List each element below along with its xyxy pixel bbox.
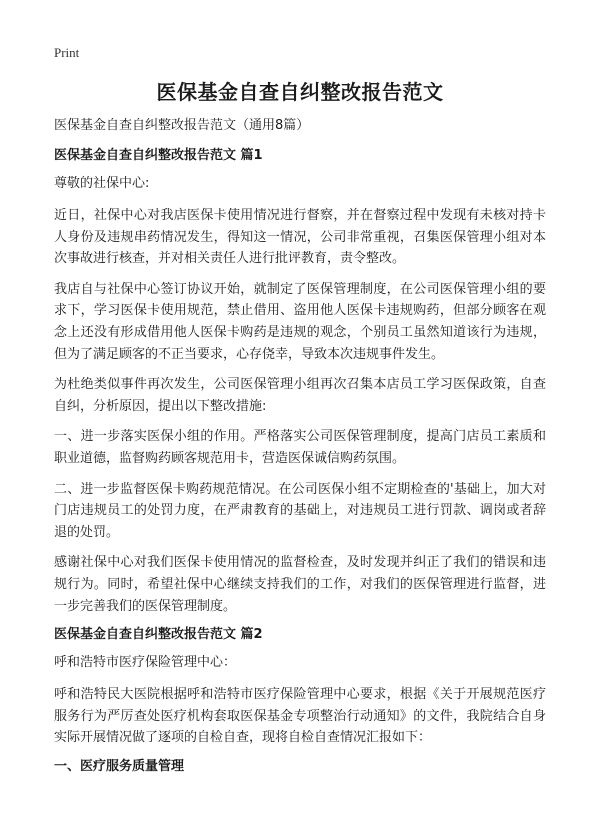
document-subtitle: 医保基金自查自纠整改报告范文（通用8篇） [54, 118, 310, 133]
paragraph: 感谢社保中心对我们医保卡使用情况的监督检查，及时发现并纠正了我们的错误和违规行为。同时，希望社保中心继续支持我们的工作，对我们的医保管理进行监督，进一步完善我们的医保管理制度。 [54, 555, 546, 614]
paragraph: 二、进一步监督医保卡购药规范情况。在公司医保小组不定期检查的'基础上，加大对门店违规员工的处罚力度，在严肃教育的基础上，对违规员工进行罚款、调岗或者辞退的处罚。 [54, 481, 546, 540]
section-2 [54, 626, 546, 776]
section-heading: 医保基金自查自纠整改报告范文 篇1 [54, 148, 263, 163]
section-1 [54, 147, 546, 617]
salutation: 呼和浩特市医疗保险管理中心： [54, 655, 237, 671]
print-label: Print [54, 45, 80, 60]
paragraph: 呼和浩特民大医院根据呼和浩特市医疗保险管理中心要求，根据《关于开展规范医疗服务行为严厉查处医疗机构套取医保基金专项整治行动通知》的文件，我院结合自身实际开展情况做了逐项的自检自查，现将自检自查情况汇报如下： [54, 687, 546, 746]
paragraph: 一、进一步落实医保小组的作用。严格落实公司医保管理制度，提高门店员工素质和职业道德，监督购药顾客规范用卡，营造医保诚信购药氛围。 [54, 429, 546, 466]
paragraph: 我店自与社保中心签订协议开始，就制定了医保管理制度，在公司医保管理小组的要求下，学习医保卡使用规范，禁止借用、盗用他人医保卡违规购药，但部分顾客在观念上还没有形成借用他人医保卡购药是违规的观念，个别员工虽然知道该行为违规，但为了满足顾客的不正当要求，心存侥幸，导致本次违规事件发生。 [54, 281, 546, 362]
paragraph: 为杜绝类似事件再次发生，公司医保管理小组再次召集本店员工学习医保政策，自查自纠，分析原因，提出以下整改措施: [54, 377, 546, 414]
document-title: 医保基金自查自纠整改报告范文 [156, 80, 444, 104]
salutation: 尊敬的社保中心: [54, 176, 150, 191]
section-subheading: 一、医疗服务质量管理 [54, 758, 185, 774]
paragraph: 近日，社保中心对我店医保卡使用情况进行督察，并在督察过程中发现有未核对持卡人身份及违规串药情况发生，得知这一情况，公司非常重视，召集医保管理小组对本次事故进行核查，并对相关责任人进行批评教育，责令整改。 [54, 208, 546, 267]
section-heading: 医保基金自查自纠整改报告范文 篇2 [54, 627, 263, 643]
